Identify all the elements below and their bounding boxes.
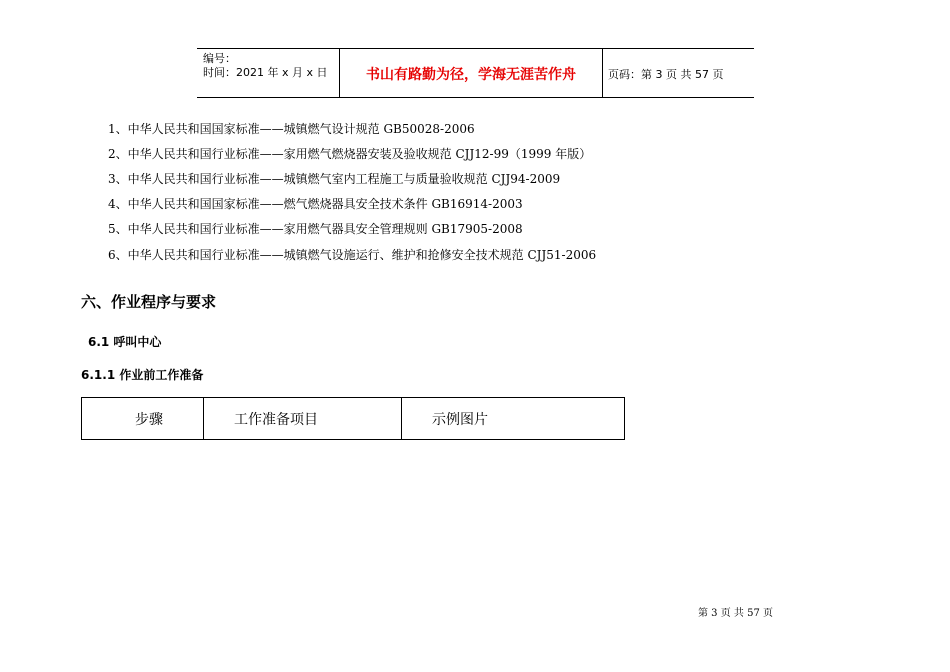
page-footer: 第 3 页 共 57 页: [698, 608, 773, 619]
page-header: [197, 48, 754, 98]
header-info: [197, 49, 339, 97]
table-header-step: 步骤: [82, 398, 204, 440]
header-motto-cell: [339, 49, 603, 97]
reference-item: 5、中华人民共和国行业标准——家用燃气器具安全管理规则 GB17905-2008: [108, 222, 523, 236]
table-header-image: 示例图片: [402, 398, 625, 440]
header-time-label: 时间：2021 年 x 月 x 日: [203, 66, 328, 79]
preparation-table: [81, 397, 625, 440]
header-page-cell: [602, 49, 754, 97]
header-page-info: 页码：第 3 页 共 57 页: [608, 68, 724, 81]
subsection-title: 6.1 呼叫中心: [88, 335, 162, 349]
reference-item: 4、中华人民共和国国家标准——燃气燃烧器具安全技术条件 GB16914-2003: [108, 197, 523, 211]
section-title: 六、作业程序与要求: [81, 293, 217, 311]
table-header-item: 工作准备项目: [204, 398, 402, 440]
reference-item: 3、中华人民共和国行业标准——城镇燃气室内工程施工与质量验收规范 CJJ94-2009: [108, 172, 561, 186]
reference-item: 6、中华人民共和国行业标准——城镇燃气设施运行、维护和抢修安全技术规范 CJJ51-2006: [108, 248, 597, 262]
table-header-row: [82, 398, 625, 440]
reference-item: 1、中华人民共和国国家标准——城镇燃气设计规范 GB50028-2006: [108, 122, 475, 136]
subsubsection-title: 6.1.1 作业前工作准备: [81, 368, 204, 382]
header-motto: 书山有路勤为径，学海无涯苦作舟: [366, 67, 576, 83]
header-number-label: 编号：: [203, 52, 236, 65]
reference-item: 2、中华人民共和国行业标准——家用燃气燃烧器安装及验收规范 CJJ12-99（1999 年版）: [108, 147, 592, 161]
